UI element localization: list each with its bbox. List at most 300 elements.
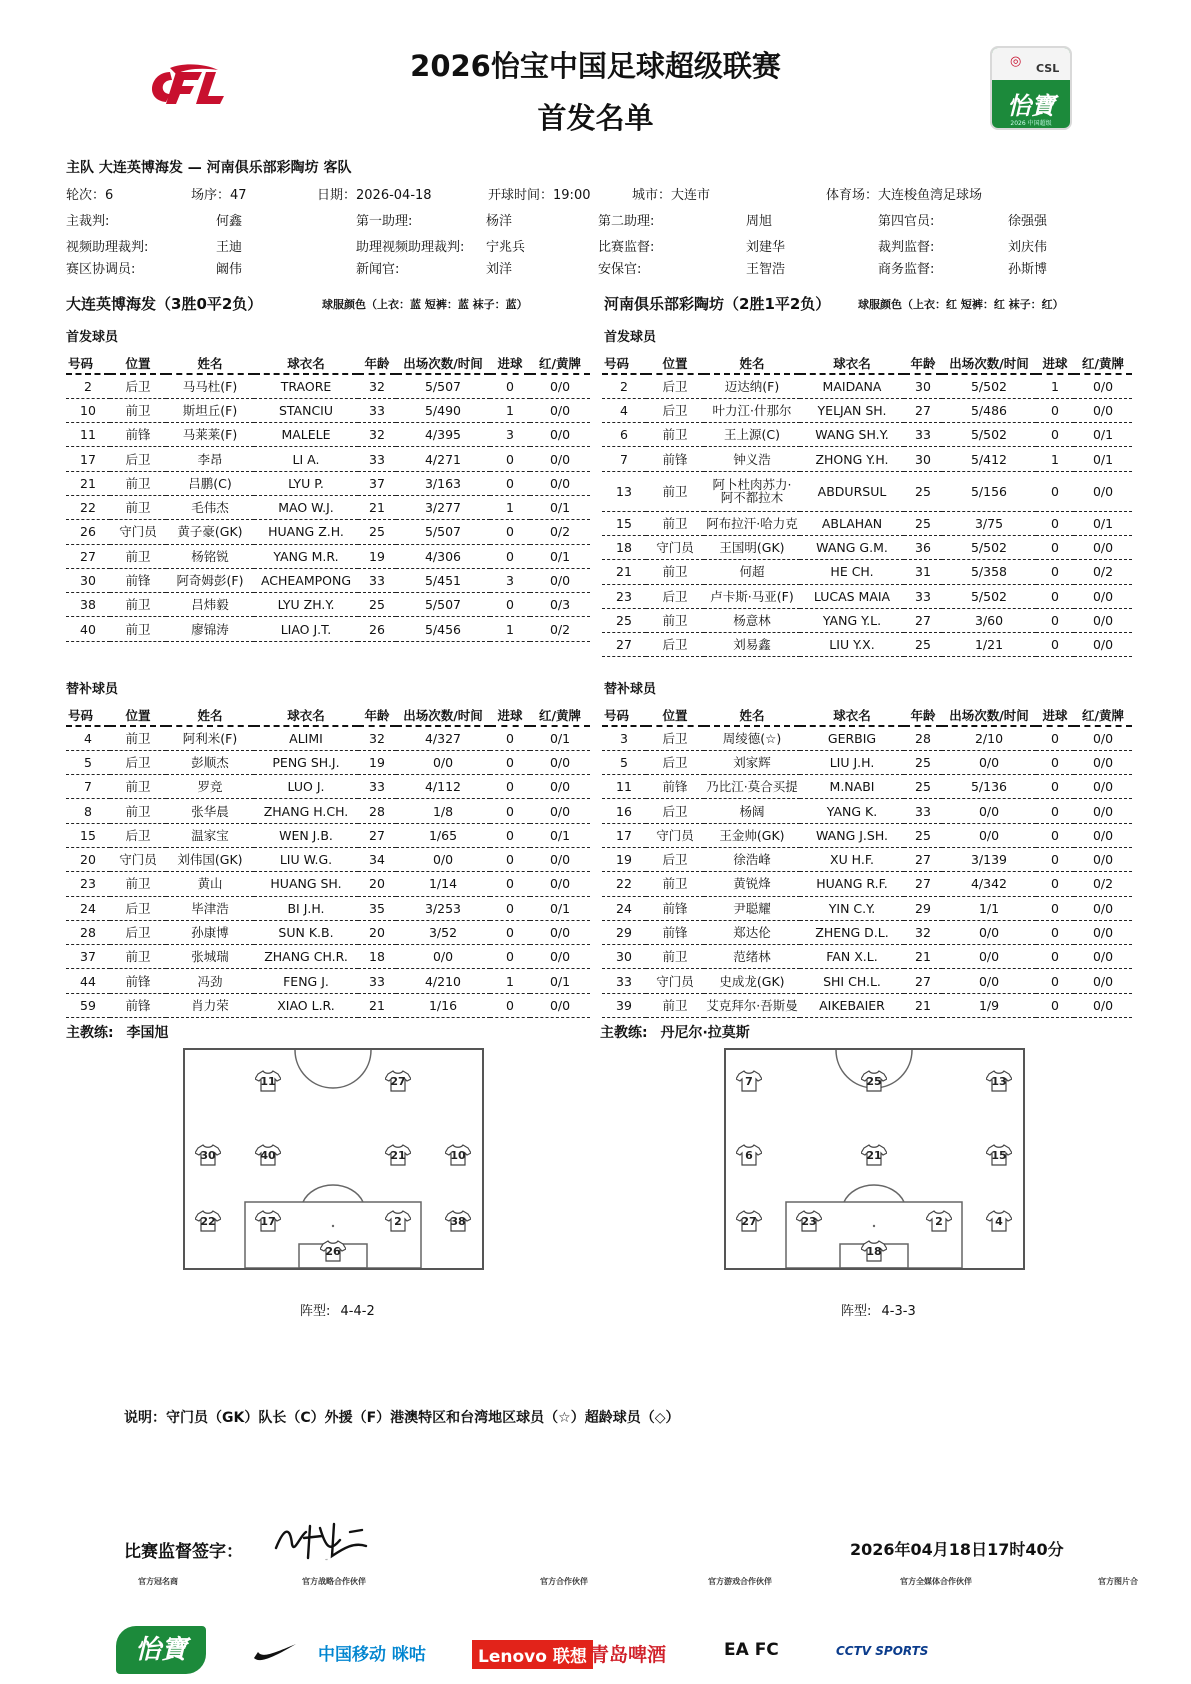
table-cell: SHI CH.L. bbox=[800, 969, 904, 993]
table-cell: 27 bbox=[904, 398, 942, 422]
table-cell: 前卫 bbox=[110, 398, 166, 422]
player-shirt-number: 21 bbox=[866, 1149, 882, 1162]
sponsor-cctv-sports-logo: CCTV SPORTS bbox=[836, 1644, 929, 1658]
table-cell: AIKEBAIER bbox=[800, 993, 904, 1017]
away-coach-name: 丹尼尔·拉莫斯 bbox=[660, 1025, 750, 1041]
table-cell: 3 bbox=[490, 568, 530, 592]
table-cell: 前卫 bbox=[110, 617, 166, 641]
table-cell: 3/52 bbox=[396, 920, 490, 944]
player-shirt-number: 10 bbox=[450, 1149, 466, 1162]
table-row bbox=[66, 423, 590, 447]
table-cell: HE CH. bbox=[800, 560, 904, 584]
table-row bbox=[602, 447, 1132, 471]
table-cell: 0 bbox=[490, 447, 530, 471]
table-cell: 0/0 bbox=[530, 775, 590, 799]
table-cell: 0/0 bbox=[1074, 750, 1132, 774]
table-cell: 0 bbox=[490, 593, 530, 617]
table-cell: 冯劲 bbox=[166, 969, 254, 993]
column-header: 出场次数/时间 bbox=[942, 352, 1036, 374]
table-cell: 0 bbox=[1036, 775, 1074, 799]
official-role: 比赛监督: bbox=[598, 240, 655, 255]
table-cell: 前卫 bbox=[110, 471, 166, 495]
table-cell: 25 bbox=[358, 593, 396, 617]
table-cell: HUANG Z.H. bbox=[254, 520, 358, 544]
table-cell: 0 bbox=[1036, 608, 1074, 632]
official-role: 主裁判: bbox=[66, 214, 110, 229]
table-cell: 5/502 bbox=[942, 535, 1036, 559]
table-cell: 迈达纳(F) bbox=[704, 374, 800, 398]
table-row bbox=[66, 799, 590, 823]
table-cell: 前锋 bbox=[110, 993, 166, 1017]
table-cell: 27 bbox=[904, 847, 942, 871]
table-cell: 5/507 bbox=[396, 520, 490, 544]
table-cell: 3/253 bbox=[396, 896, 490, 920]
table-cell: LIU W.G. bbox=[254, 847, 358, 871]
table-cell: WANG J.SH. bbox=[800, 823, 904, 847]
table-cell: 5/456 bbox=[396, 617, 490, 641]
official-role: 第一助理: bbox=[356, 214, 413, 229]
table-cell: 3/139 bbox=[942, 847, 1036, 871]
sponsor-ea-fc-logo: EA FC bbox=[724, 1640, 779, 1660]
table-cell: 4 bbox=[602, 398, 646, 422]
table-cell: ZHONG Y.H. bbox=[800, 447, 904, 471]
away-subs-table bbox=[602, 704, 1132, 1018]
table-cell: 0 bbox=[1036, 896, 1074, 920]
table-cell: YANG K. bbox=[800, 799, 904, 823]
table-cell: 尹聪耀 bbox=[704, 896, 800, 920]
table-cell: 0/0 bbox=[396, 945, 490, 969]
table-cell: MALELE bbox=[254, 423, 358, 447]
column-header: 姓名 bbox=[166, 352, 254, 374]
official-role: 助理视频助理裁判: bbox=[356, 240, 465, 255]
sponsor-chinamobile-migu-logo: 中国移动 咪咕 bbox=[318, 1645, 426, 1665]
table-cell: 7 bbox=[66, 775, 110, 799]
official-name: 何鑫 bbox=[216, 214, 243, 229]
table-row bbox=[602, 847, 1132, 871]
table-cell: 29 bbox=[904, 896, 942, 920]
table-cell: 0 bbox=[490, 993, 530, 1017]
sponsor-caption-strategic: 官方战略合作伙伴 bbox=[302, 1577, 366, 1586]
column-header: 位置 bbox=[110, 704, 166, 726]
table-cell: 5 bbox=[602, 750, 646, 774]
table-cell: 0/0 bbox=[530, 920, 590, 944]
table-cell: 孙康博 bbox=[166, 920, 254, 944]
csl-logo-brand: 怡寶 bbox=[1007, 91, 1055, 120]
table-cell: 30 bbox=[904, 374, 942, 398]
table-cell: 后卫 bbox=[110, 920, 166, 944]
table-cell: 后卫 bbox=[646, 750, 704, 774]
table-cell: 40 bbox=[66, 617, 110, 641]
table-cell: 0/0 bbox=[396, 750, 490, 774]
table-cell: 毕津浩 bbox=[166, 896, 254, 920]
table-cell: 前锋 bbox=[646, 775, 704, 799]
player-shirt-number: 2 bbox=[394, 1215, 402, 1228]
table-cell: 0 bbox=[490, 945, 530, 969]
away-formation-label: 阵型: bbox=[841, 1304, 872, 1319]
csl-logo-mark: CSL bbox=[1036, 62, 1060, 75]
csl-logo-sub: 2026 中国超级 bbox=[1010, 120, 1052, 127]
table-cell: 4/395 bbox=[396, 423, 490, 447]
table-cell: 11 bbox=[66, 423, 110, 447]
table-cell: 33 bbox=[358, 568, 396, 592]
sponsor-caption-game: 官方游戏合作伙伴 bbox=[708, 1577, 772, 1586]
player-shirt-number: 40 bbox=[260, 1149, 276, 1162]
table-row bbox=[66, 993, 590, 1017]
table-cell: 0 bbox=[490, 374, 530, 398]
table-cell: 29 bbox=[602, 920, 646, 944]
table-cell: 阿奇姆彭(F) bbox=[166, 568, 254, 592]
table-cell: 0/0 bbox=[530, 872, 590, 896]
table-cell: 5/136 bbox=[942, 775, 1036, 799]
table-cell: HUANG R.F. bbox=[800, 872, 904, 896]
table-row bbox=[602, 511, 1132, 535]
table-cell: 1 bbox=[490, 617, 530, 641]
table-cell: ZHANG CH.R. bbox=[254, 945, 358, 969]
table-cell: LYU P. bbox=[254, 471, 358, 495]
table-cell: 30 bbox=[904, 447, 942, 471]
player-shirt-icon bbox=[861, 1144, 887, 1166]
official-name: 刘建华 bbox=[746, 240, 786, 255]
table-cell: 0/1 bbox=[1074, 511, 1132, 535]
away-subs-label: 替补球员 bbox=[604, 682, 657, 697]
table-cell: 0/0 bbox=[1074, 398, 1132, 422]
column-header: 号码 bbox=[66, 704, 110, 726]
table-cell: 0 bbox=[490, 750, 530, 774]
table-cell: 0/0 bbox=[942, 823, 1036, 847]
player-shirt-number: 13 bbox=[991, 1075, 1007, 1088]
table-cell: XIAO L.R. bbox=[254, 993, 358, 1017]
table-cell: BI J.H. bbox=[254, 896, 358, 920]
player-shirt-number: 21 bbox=[390, 1149, 406, 1162]
table-row bbox=[66, 374, 590, 398]
table-cell: 1/65 bbox=[396, 823, 490, 847]
table-cell: 0/1 bbox=[1074, 447, 1132, 471]
table-cell: 44 bbox=[66, 969, 110, 993]
table-cell: 0/0 bbox=[942, 920, 1036, 944]
table-cell: 0 bbox=[490, 775, 530, 799]
table-cell: 前卫 bbox=[110, 872, 166, 896]
player-shirt-icon bbox=[385, 1144, 411, 1166]
table-cell: 0 bbox=[1036, 560, 1074, 584]
table-cell: FAN X.L. bbox=[800, 945, 904, 969]
table-cell: WEN J.B. bbox=[254, 823, 358, 847]
table-cell: 郑达伦 bbox=[704, 920, 800, 944]
player-shirt-number: 2 bbox=[935, 1215, 943, 1228]
table-cell: 0/0 bbox=[1074, 535, 1132, 559]
table-cell: 廖锦涛 bbox=[166, 617, 254, 641]
player-shirt-icon bbox=[861, 1240, 887, 1262]
table-cell: 21 bbox=[904, 993, 942, 1017]
table-cell: 后卫 bbox=[646, 374, 704, 398]
table-cell: 0/0 bbox=[1074, 608, 1132, 632]
table-cell: 前锋 bbox=[110, 423, 166, 447]
match-info-item: 日期：2026-04-18 bbox=[317, 188, 432, 203]
table-cell: 0/2 bbox=[530, 520, 590, 544]
official-role: 裁判监督: bbox=[878, 240, 935, 255]
table-cell: 1 bbox=[490, 495, 530, 519]
table-cell: M.NABI bbox=[800, 775, 904, 799]
table-cell: 前卫 bbox=[646, 560, 704, 584]
table-cell: 18 bbox=[358, 945, 396, 969]
table-cell: 4/112 bbox=[396, 775, 490, 799]
column-header: 年龄 bbox=[904, 352, 942, 374]
table-cell: LIU Y.X. bbox=[800, 633, 904, 657]
table-cell: TRAORE bbox=[254, 374, 358, 398]
column-header: 姓名 bbox=[166, 704, 254, 726]
player-shirt-icon bbox=[986, 1210, 1012, 1232]
table-cell: 刘家辉 bbox=[704, 750, 800, 774]
table-cell: 斯坦丘(F) bbox=[166, 398, 254, 422]
player-shirt-icon bbox=[736, 1210, 762, 1232]
table-cell: 前卫 bbox=[646, 511, 704, 535]
table-cell: 0 bbox=[1036, 750, 1074, 774]
table-cell: 0/0 bbox=[1074, 945, 1132, 969]
table-cell: 前锋 bbox=[646, 920, 704, 944]
table-cell: 7 bbox=[602, 447, 646, 471]
table-cell: 王国明(GK) bbox=[704, 535, 800, 559]
csl-swirl-icon: ◎ bbox=[1010, 54, 1022, 69]
table-cell: 前卫 bbox=[646, 471, 704, 511]
table-cell: LIU J.H. bbox=[800, 750, 904, 774]
table-cell: 叶力江·什那尔 bbox=[704, 398, 800, 422]
home-formation-label: 阵型: bbox=[300, 1304, 331, 1319]
official-role: 商务监督: bbox=[878, 262, 935, 277]
official-role: 第四官员: bbox=[878, 214, 935, 229]
table-cell: 0/0 bbox=[1074, 471, 1132, 511]
cfl-logo-text: CFL bbox=[189, 92, 191, 93]
table-cell: 28 bbox=[904, 726, 942, 750]
table-cell: 0/1 bbox=[530, 823, 590, 847]
table-cell: 3 bbox=[602, 726, 646, 750]
table-cell: 0 bbox=[490, 726, 530, 750]
table-cell: 2/10 bbox=[942, 726, 1036, 750]
table-cell: 0/0 bbox=[1074, 584, 1132, 608]
table-cell: SUN K.B. bbox=[254, 920, 358, 944]
table-row bbox=[66, 544, 590, 568]
table-row bbox=[602, 969, 1132, 993]
match-info-item: 场序：47 bbox=[191, 188, 247, 203]
table-cell: 0/0 bbox=[1074, 920, 1132, 944]
table-cell: 0/1 bbox=[530, 726, 590, 750]
table-cell: 王上源(C) bbox=[704, 423, 800, 447]
table-row bbox=[602, 993, 1132, 1017]
match-info-item: 城市：大连市 bbox=[632, 188, 711, 203]
signature-datetime: 2026年04月18日17时40分 bbox=[850, 1540, 1064, 1559]
table-cell: HUANG SH. bbox=[254, 872, 358, 896]
table-cell: 后卫 bbox=[646, 584, 704, 608]
table-cell: 5/507 bbox=[396, 593, 490, 617]
column-header: 姓名 bbox=[704, 704, 800, 726]
player-shirt-icon bbox=[736, 1144, 762, 1166]
table-cell: 张华晨 bbox=[166, 799, 254, 823]
table-cell: 26 bbox=[358, 617, 396, 641]
table-cell: 0 bbox=[1036, 920, 1074, 944]
table-row bbox=[66, 872, 590, 896]
table-cell: 0 bbox=[490, 799, 530, 823]
player-shirt-icon bbox=[986, 1144, 1012, 1166]
table-cell: 33 bbox=[358, 398, 396, 422]
table-cell: 4 bbox=[66, 726, 110, 750]
table-cell: 后卫 bbox=[110, 447, 166, 471]
player-shirt-number: 4 bbox=[995, 1215, 1003, 1228]
official-role: 第二助理: bbox=[598, 214, 655, 229]
official-name: 刘洋 bbox=[486, 262, 513, 277]
table-cell: 0/0 bbox=[530, 423, 590, 447]
away-coach-label: 主教练: bbox=[600, 1025, 648, 1041]
table-cell: 3/277 bbox=[396, 495, 490, 519]
table-cell: 20 bbox=[358, 920, 396, 944]
table-row bbox=[602, 471, 1132, 511]
table-cell: 黄锐烽 bbox=[704, 872, 800, 896]
table-cell: 前卫 bbox=[110, 544, 166, 568]
table-cell: 33 bbox=[358, 969, 396, 993]
table-row bbox=[66, 945, 590, 969]
away-team-name: 河南俱乐部彩陶坊（2胜1平2负） bbox=[604, 295, 831, 313]
table-cell: 22 bbox=[602, 872, 646, 896]
player-shirt-icon bbox=[195, 1144, 221, 1166]
table-row bbox=[602, 726, 1132, 750]
sponsor-caption-partners: 官方合作伙伴 bbox=[540, 1577, 588, 1586]
table-cell: 后卫 bbox=[646, 847, 704, 871]
table-row bbox=[602, 560, 1132, 584]
table-cell: 25 bbox=[602, 608, 646, 632]
table-cell: 吕鹏(C) bbox=[166, 471, 254, 495]
table-row bbox=[602, 584, 1132, 608]
table-cell: 0/0 bbox=[530, 799, 590, 823]
table-cell: 22 bbox=[66, 495, 110, 519]
table-cell: 25 bbox=[904, 750, 942, 774]
table-cell: LI A. bbox=[254, 447, 358, 471]
table-cell: 0/0 bbox=[1074, 374, 1132, 398]
table-cell: 4/306 bbox=[396, 544, 490, 568]
column-header: 进球 bbox=[1036, 704, 1074, 726]
table-cell: 杨铭锐 bbox=[166, 544, 254, 568]
table-cell: GERBIG bbox=[800, 726, 904, 750]
table-row bbox=[602, 775, 1132, 799]
table-cell: 0 bbox=[1036, 799, 1074, 823]
table-cell: 1 bbox=[490, 398, 530, 422]
table-cell: 25 bbox=[904, 511, 942, 535]
table-cell: 乃比江·莫合买提 bbox=[704, 775, 800, 799]
table-cell: 11 bbox=[602, 775, 646, 799]
table-cell: 守门员 bbox=[110, 847, 166, 871]
table-cell: 27 bbox=[358, 823, 396, 847]
table-cell: 后卫 bbox=[110, 374, 166, 398]
table-cell: 0/2 bbox=[1074, 872, 1132, 896]
table-cell: 0 bbox=[1036, 398, 1074, 422]
table-cell: 0/0 bbox=[1074, 847, 1132, 871]
player-shirt-number: 27 bbox=[390, 1075, 406, 1088]
table-cell: 13 bbox=[602, 471, 646, 511]
table-cell: ABDURSUL bbox=[800, 471, 904, 511]
column-header: 位置 bbox=[110, 352, 166, 374]
table-cell: 温家宝 bbox=[166, 823, 254, 847]
table-cell: 前卫 bbox=[646, 993, 704, 1017]
official-name: 阚伟 bbox=[216, 262, 243, 277]
column-header: 进球 bbox=[490, 704, 530, 726]
table-cell: 卢卡斯·马亚(F) bbox=[704, 584, 800, 608]
table-cell: 33 bbox=[602, 969, 646, 993]
player-shirt-number: 7 bbox=[745, 1075, 753, 1088]
table-cell: 前卫 bbox=[110, 945, 166, 969]
table-cell: 31 bbox=[904, 560, 942, 584]
table-cell: 史成龙(GK) bbox=[704, 969, 800, 993]
table-cell: 23 bbox=[66, 872, 110, 896]
table-row bbox=[602, 823, 1132, 847]
table-cell: 0/0 bbox=[530, 993, 590, 1017]
table-cell: 33 bbox=[358, 447, 396, 471]
table-cell: 21 bbox=[66, 471, 110, 495]
player-shirt-number: 30 bbox=[200, 1149, 216, 1162]
table-cell: 6 bbox=[602, 423, 646, 447]
table-cell: 后卫 bbox=[110, 896, 166, 920]
table-cell: 4/327 bbox=[396, 726, 490, 750]
column-header: 红/黄牌 bbox=[530, 704, 590, 726]
match-info-item: 开球时间：19:00 bbox=[488, 188, 591, 203]
table-cell: 28 bbox=[358, 799, 396, 823]
table-cell: 何超 bbox=[704, 560, 800, 584]
table-cell: 5 bbox=[66, 750, 110, 774]
table-cell: 4/210 bbox=[396, 969, 490, 993]
table-cell: YELJAN SH. bbox=[800, 398, 904, 422]
home-coach bbox=[66, 1022, 168, 1042]
table-cell: 后卫 bbox=[646, 398, 704, 422]
player-shirt-number: 22 bbox=[200, 1215, 216, 1228]
table-row bbox=[66, 593, 590, 617]
table-cell: 阿卜杜肉苏力·阿不都拉木 bbox=[704, 471, 800, 511]
away-formation-pitch bbox=[724, 1048, 1025, 1270]
table-cell: WANG G.M. bbox=[800, 535, 904, 559]
table-cell: 34 bbox=[358, 847, 396, 871]
table-cell: LYU ZH.Y. bbox=[254, 593, 358, 617]
home-kit-colors: 球服颜色（上衣：蓝 短裤：蓝 袜子：蓝） bbox=[322, 298, 528, 311]
table-cell: 3 bbox=[490, 423, 530, 447]
column-header: 年龄 bbox=[904, 704, 942, 726]
table-cell: 马莱莱(F) bbox=[166, 423, 254, 447]
away-coach bbox=[600, 1022, 750, 1042]
table-cell: 后卫 bbox=[646, 726, 704, 750]
table-row bbox=[66, 568, 590, 592]
table-cell: XU H.F. bbox=[800, 847, 904, 871]
table-cell: 0 bbox=[490, 544, 530, 568]
table-cell: 0/0 bbox=[942, 945, 1036, 969]
table-cell: 守门员 bbox=[646, 535, 704, 559]
table-cell: 0 bbox=[1036, 945, 1074, 969]
table-cell: 守门员 bbox=[110, 520, 166, 544]
table-cell: 0/1 bbox=[530, 544, 590, 568]
table-cell: 前卫 bbox=[110, 495, 166, 519]
table-row bbox=[602, 374, 1132, 398]
table-cell: 21 bbox=[358, 495, 396, 519]
player-shirt-icon bbox=[736, 1070, 762, 1092]
table-cell: 33 bbox=[358, 775, 396, 799]
table-cell: 30 bbox=[602, 945, 646, 969]
table-cell: 5/507 bbox=[396, 374, 490, 398]
table-cell: 1/14 bbox=[396, 872, 490, 896]
table-cell: 前卫 bbox=[646, 872, 704, 896]
table-cell: 35 bbox=[358, 896, 396, 920]
player-shirt-number: 11 bbox=[260, 1075, 276, 1088]
table-cell: 32 bbox=[358, 423, 396, 447]
table-cell: 1/16 bbox=[396, 993, 490, 1017]
column-header: 红/黄牌 bbox=[530, 352, 590, 374]
table-cell: 25 bbox=[358, 520, 396, 544]
pitch-markings bbox=[185, 1050, 482, 1268]
column-header: 年龄 bbox=[358, 352, 396, 374]
table-cell: 32 bbox=[358, 726, 396, 750]
table-cell: 0/3 bbox=[530, 593, 590, 617]
table-cell: 10 bbox=[66, 398, 110, 422]
